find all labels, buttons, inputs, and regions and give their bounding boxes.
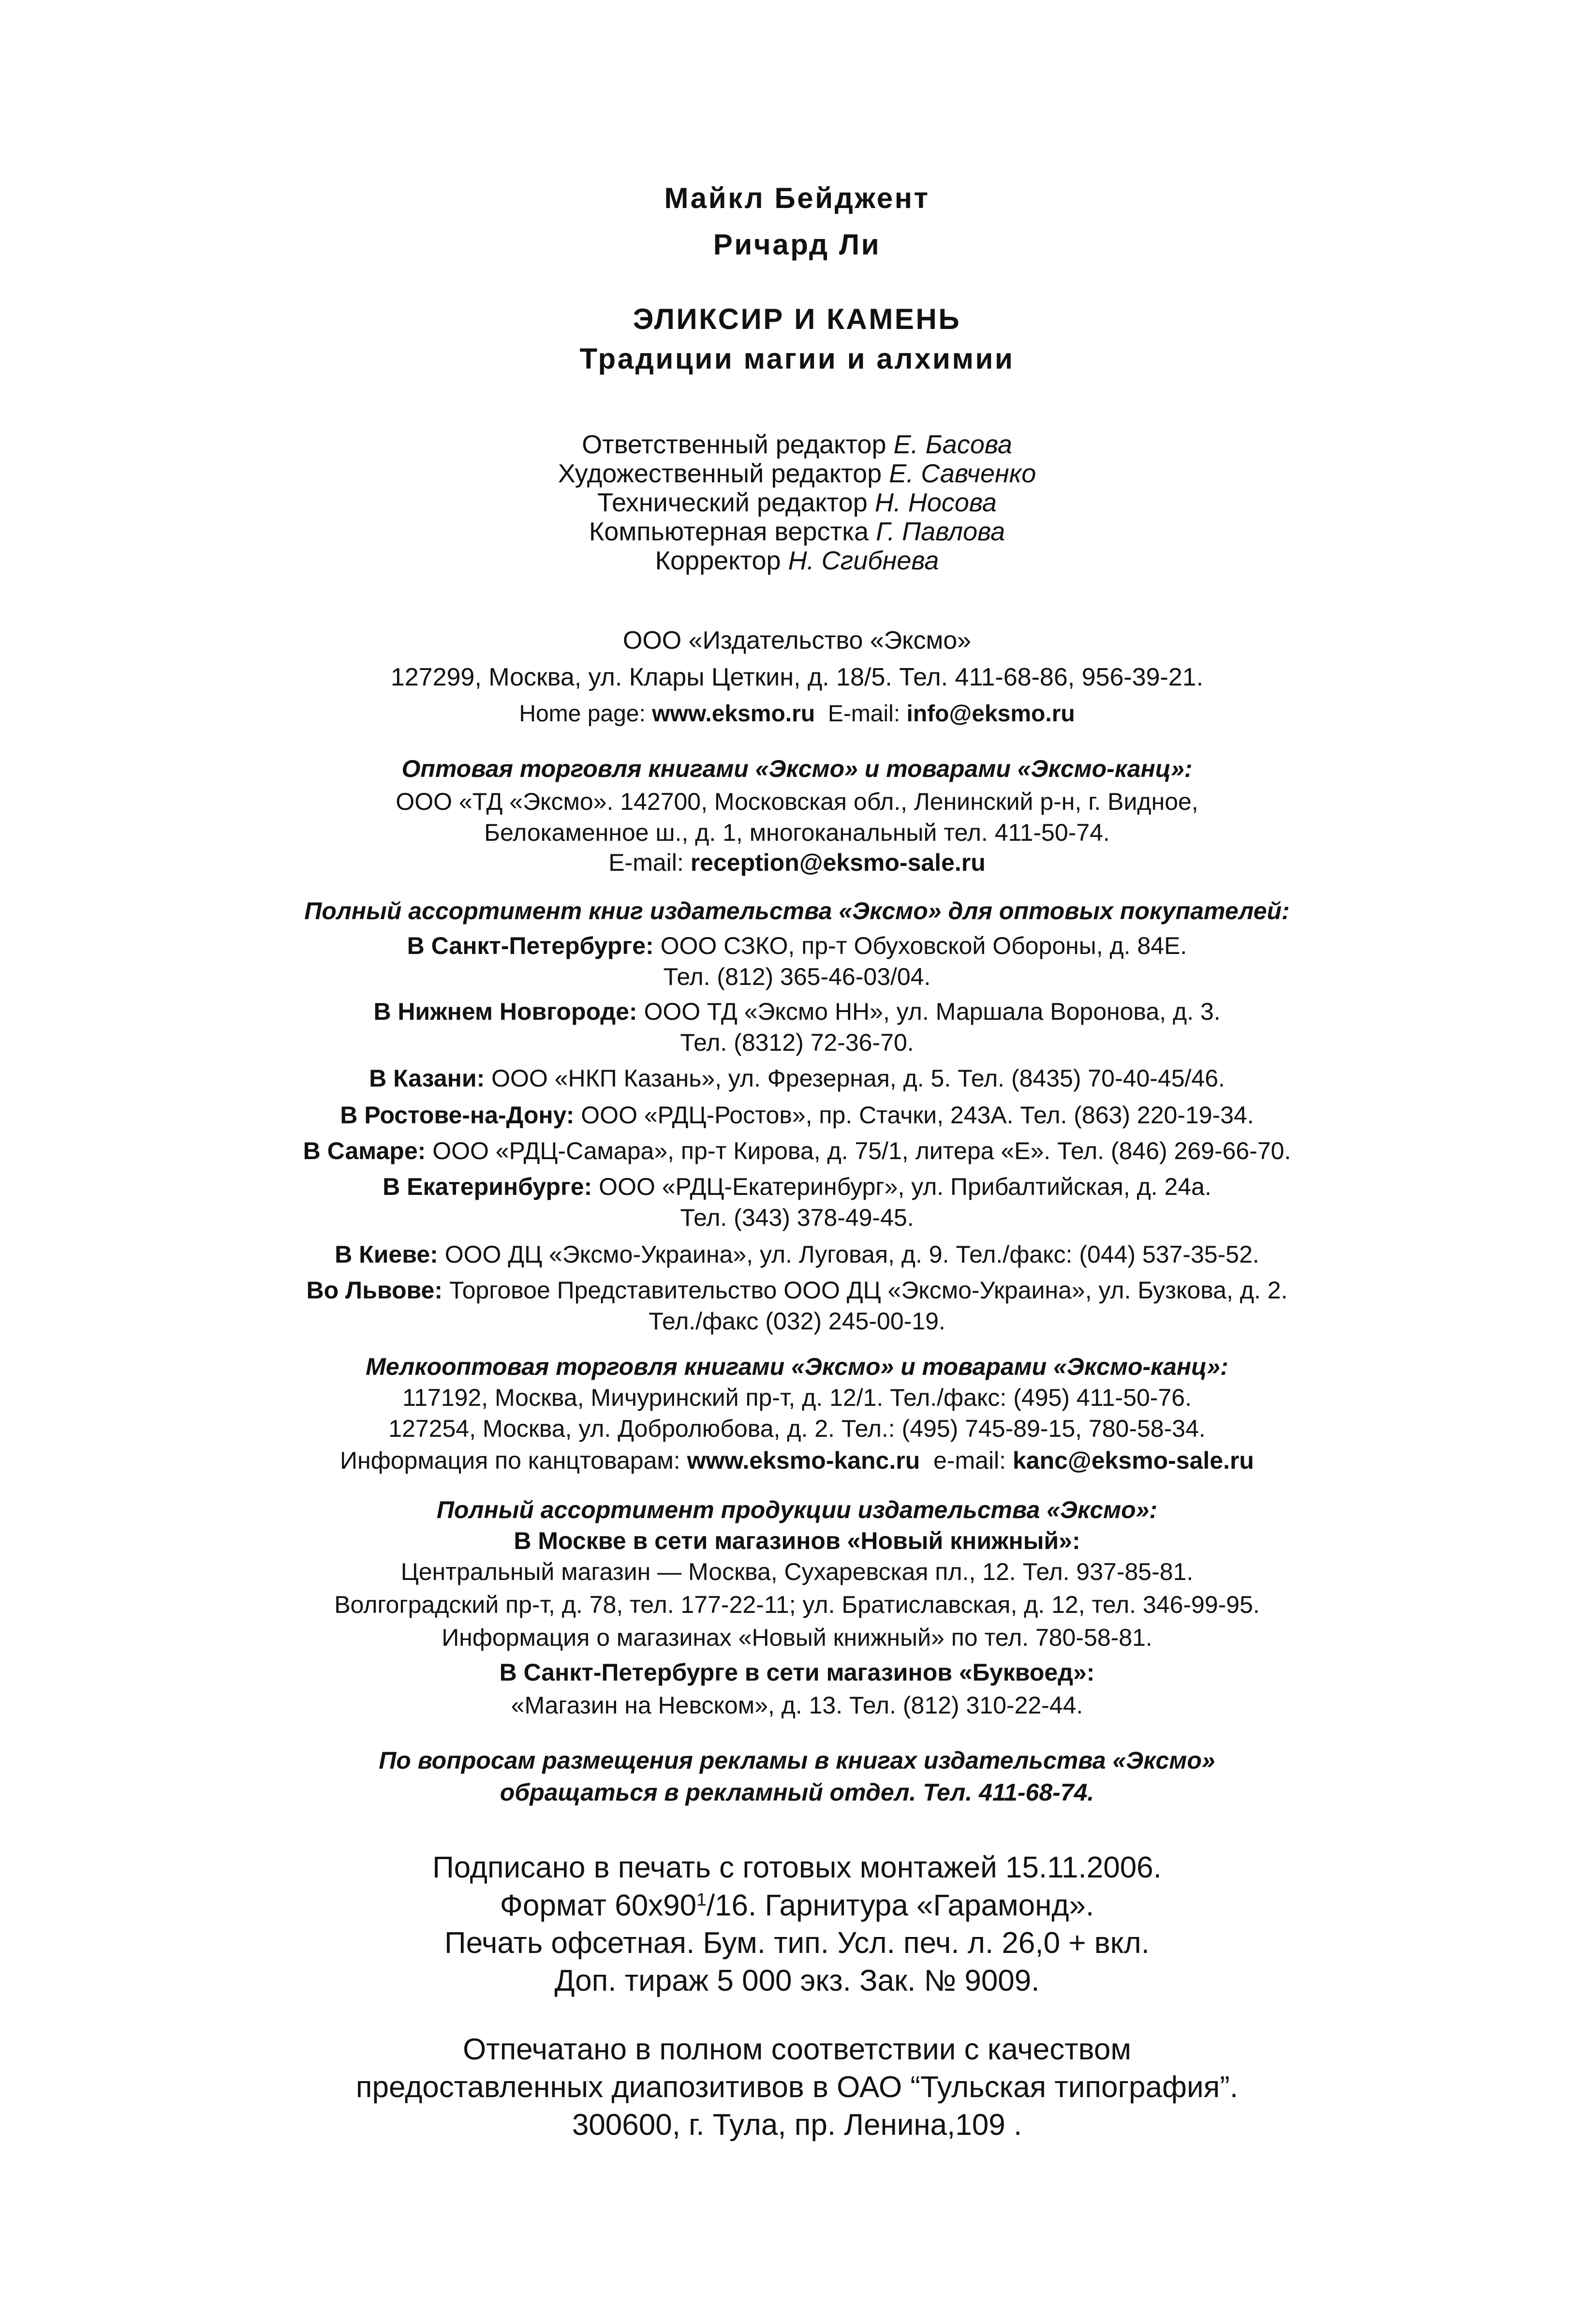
regional-line: Тел. (812) 365-46-03/04. <box>663 963 931 990</box>
printer-line: Отпечатано в полном соответствии с качеством <box>462 2033 1131 2066</box>
credit-role: Корректор <box>655 546 781 575</box>
email-link[interactable]: kanc@eksmo-sale.ru <box>1012 1447 1254 1474</box>
book-subtitle: Традиции магии и алхимии <box>579 343 1015 375</box>
regional-text: ООО СЗКО, пр-т Обуховской Обороны, д. 84Е. <box>660 932 1187 959</box>
spb-retail-heading: В Санкт-Петербурге в сети магазинов «Буквоед»: <box>499 1659 1095 1686</box>
regional-text: ООО ТД «Эксмо НН», ул. Маршала Воронова, д. 3. <box>644 998 1221 1025</box>
credit-role: Ответственный редактор <box>582 430 886 459</box>
homepage-label: Home page: <box>519 701 646 727</box>
city-label: В Екатеринбурге: <box>383 1173 592 1200</box>
wholesale-contact <box>0 850 1594 875</box>
city-label: Во Львове: <box>306 1277 443 1304</box>
credit-name: Н. Сгибнева <box>788 546 939 575</box>
email-label: E-mail: <box>827 701 900 727</box>
author-2: Ричард Ли <box>713 228 881 261</box>
regional-item <box>0 934 1594 958</box>
credit-line <box>0 490 1594 516</box>
print-signed: Подписано в печать с готовых монтажей 15.11.2006. <box>432 1851 1162 1884</box>
author-1: Майкл Бейджент <box>664 182 930 214</box>
printer-line: 300600, г. Тула, пр. Ленина,109 . <box>572 2108 1022 2142</box>
regional-text: ООО «РДЦ-Самара», пр-т Кирова, д. 75/1, литера «Е». Тел. (846) 269-66-70. <box>432 1137 1291 1164</box>
credit-line <box>0 519 1594 545</box>
format-sup: 1 <box>696 1889 707 1909</box>
email-link[interactable]: reception@eksmo-sale.ru <box>690 849 986 876</box>
format-suffix: /16. Гарнитура «Гарамонд». <box>706 1889 1094 1922</box>
wholesale-line: ООО «ТД «Эксмо». 142700, Московская обл., Ленинский р-н, г. Видное, <box>396 788 1198 815</box>
regional-text: Торговое Представительство ООО ДЦ «Эксмо-Украина», ул. Бузкова, д. 2. <box>449 1277 1288 1304</box>
regional-item <box>0 1175 1594 1199</box>
print-run: Доп. тираж 5 000 экз. Зак. № 9009. <box>554 1964 1040 1997</box>
regional-heading: Полный ассортимент книг издательства «Эксмо» для оптовых покупателей: <box>304 897 1290 924</box>
moscow-retail-heading: В Москве в сети магазинов «Новый книжный»: <box>514 1527 1080 1554</box>
publisher-name: ООО «Издательство «Эксмо» <box>622 626 972 655</box>
credit-name: Н. Носова <box>874 488 997 517</box>
homepage-link[interactable]: www.eksmo.ru <box>652 701 815 727</box>
regional-text: ООО ДЦ «Эксмо-Украина», ул. Луговая, д. 9. Тел./факс: (044) 537-35-52. <box>444 1241 1259 1268</box>
city-label: В Нижнем Новгороде: <box>373 998 637 1025</box>
credit-role: Художественный редактор <box>558 459 882 488</box>
ads-line: По вопросам размещения рекламы в книгах издательства «Эксмо» <box>379 1747 1215 1774</box>
publisher-address: 127299, Москва, ул. Клары Цеткин, д. 18/5. Тел. 411-68-86, 956-39-21. <box>390 663 1204 691</box>
email-label: e-mail: <box>933 1447 1006 1474</box>
retail-line: Волгоградский пр-т, д. 78, тел. 177-22-11; ул. Братиславская, д. 12, тел. 346-99-95. <box>334 1591 1260 1618</box>
wholesale-heading: Оптовая торговля книгами «Эксмо» и товарами «Эксмо-канц»: <box>401 755 1193 782</box>
regional-text: ООО «РДЦ-Ростов», пр. Стачки, 243А. Тел. (863) 220-19-34. <box>581 1102 1254 1129</box>
regional-line: Тел./факс (032) 245-00-19. <box>649 1308 945 1335</box>
city-label: В Ростове-на-Дону: <box>340 1102 575 1129</box>
credit-name: Е. Басова <box>893 430 1012 459</box>
credit-name: Г. Павлова <box>876 517 1005 546</box>
email-link[interactable]: info@eksmo.ru <box>906 701 1075 727</box>
regional-item <box>0 1278 1594 1302</box>
credit-role: Компьютерная верстка <box>589 517 869 546</box>
credit-line <box>0 432 1594 458</box>
regional-text: ООО «РДЦ-Екатеринбург», ул. Прибалтийская, д. 24а. <box>599 1173 1211 1200</box>
retail-line: Центральный магазин — Москва, Сухаревская пл., 12. Тел. 937-85-81. <box>400 1558 1194 1585</box>
stationery-info <box>0 1448 1594 1473</box>
regional-line: Тел. (343) 378-49-45. <box>680 1204 914 1231</box>
credit-line <box>0 461 1594 487</box>
regional-item <box>0 1139 1594 1163</box>
city-label: В Казани: <box>369 1065 485 1092</box>
regional-item <box>0 999 1594 1024</box>
regional-text: ООО «НКП Казань», ул. Фрезерная, д. 5. Тел. (8435) 70-40-45/46. <box>491 1065 1225 1092</box>
small-wholesale-line: 127254, Москва, ул. Добролюбова, д. 2. Тел.: (495) 745-89-15, 780-58-34. <box>388 1415 1206 1442</box>
print-paper: Печать офсетная. Бум. тип. Усл. печ. л. 26,0 + вкл. <box>444 1926 1150 1960</box>
regional-line: Тел. (8312) 72-36-70. <box>680 1029 914 1056</box>
regional-item <box>0 1103 1594 1127</box>
wholesale-line: Белокаменное ш., д. 1, многоканальный тел. 411-50-74. <box>484 819 1110 846</box>
city-label: В Санкт-Петербурге: <box>407 932 654 959</box>
regional-item <box>0 1242 1594 1266</box>
ads-line: обращаться в рекламный отдел. Тел. 411-68-74. <box>500 1779 1094 1806</box>
book-title: ЭЛИКСИР И КАМЕНЬ <box>633 303 961 335</box>
city-label: В Самаре: <box>303 1137 426 1164</box>
format-prefix: Формат 60x90 <box>500 1889 697 1922</box>
regional-item <box>0 1066 1594 1090</box>
printer-line: предоставленных диапозитивов в ОАО “Тульская типография”. <box>355 2071 1239 2104</box>
credit-role: Технический редактор <box>597 488 868 517</box>
small-wholesale-line: 117192, Москва, Мичуринский пр-т, д. 12/1. Тел./факс: (495) 411-50-76. <box>402 1384 1192 1411</box>
print-format <box>0 1891 1594 1921</box>
retail-heading: Полный ассортимент продукции издательства «Эксмо»: <box>436 1496 1158 1523</box>
email-label: E-mail: <box>608 849 684 876</box>
city-label: В Киеве: <box>335 1241 438 1268</box>
stationery-site-link[interactable]: www.eksmo-kanc.ru <box>687 1447 920 1474</box>
small-wholesale-heading: Мелкооптовая торговля книгами «Эксмо» и товарами «Эксмо-канц»: <box>366 1353 1228 1380</box>
credit-line <box>0 548 1594 574</box>
retail-line: «Магазин на Невском», д. 13. Тел. (812) 310-22-44. <box>511 1692 1083 1719</box>
retail-line: Информация о магазинах «Новый книжный» по тел. 780-58-81. <box>442 1624 1152 1651</box>
publisher-contacts <box>0 702 1594 726</box>
credit-name: Е. Савченко <box>889 459 1036 488</box>
stationery-label: Информация по канцтоварам: <box>340 1447 680 1474</box>
